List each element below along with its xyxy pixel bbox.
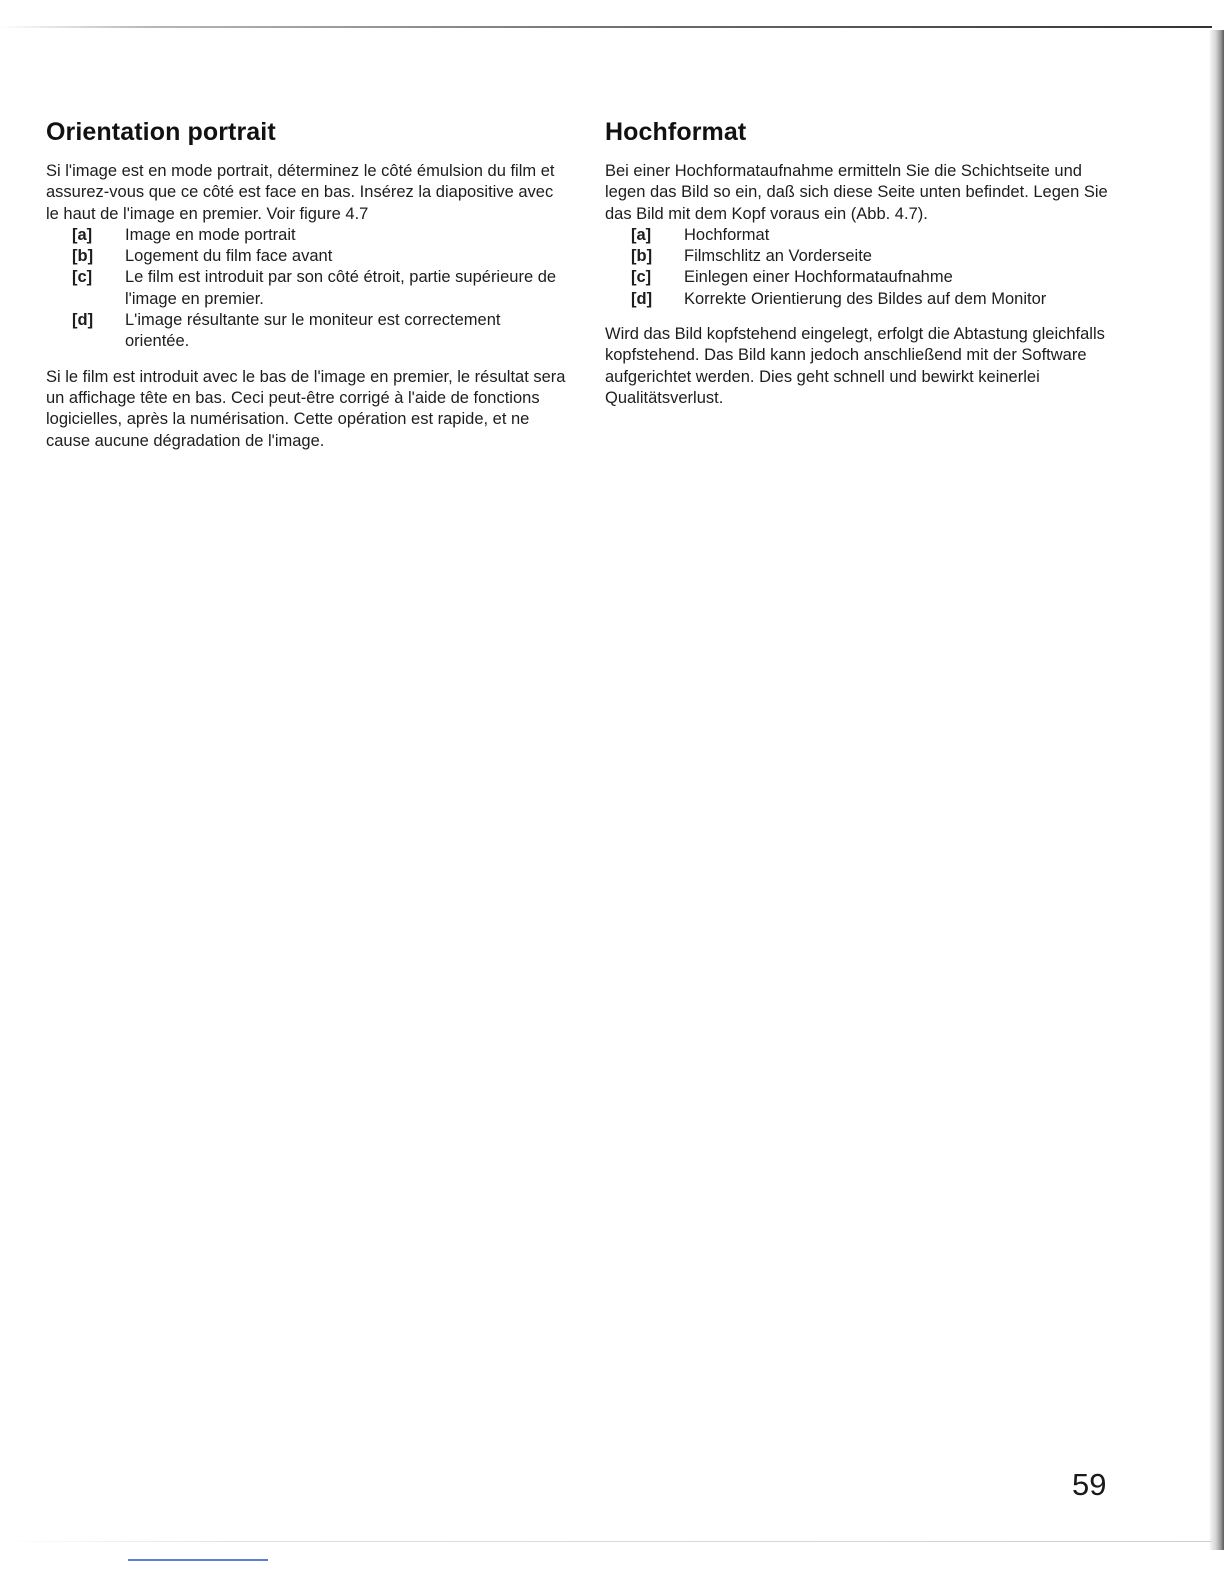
item-text: Logement du film face avant xyxy=(125,247,333,266)
item-tag: [a] xyxy=(72,225,93,244)
page-edge-shadow xyxy=(1210,30,1224,1550)
french-outro: Si le film est introduit avec le bas de l'image en premier, le résultat sera un affichage tête en bas. Ceci peut-être corrigé à l'aide de fonctions logicielles, après la numérisation. Cette opération est rapide, et ne cause aucune dégradation de l'image. xyxy=(46,367,566,450)
item-tag: [b] xyxy=(72,247,94,266)
page-number: 59 xyxy=(1072,1467,1107,1502)
item-tag: [b] xyxy=(631,247,653,266)
list-item xyxy=(605,246,1125,267)
french-intro: Si l'image est en mode portrait, déterminez le côté émulsion du film et assurez-vous que ce côté est face en bas. Insérez la diapositive avec le haut de l'image en premier. Voir figure 4.7 xyxy=(46,162,555,223)
item-tag: [c] xyxy=(631,268,652,287)
french-heading: Orientation portrait xyxy=(46,118,276,146)
item-tag: [d] xyxy=(72,311,94,330)
item-text: Hochformat xyxy=(684,225,770,244)
german-intro: Bei einer Hochformataufnahme ermitteln Sie die Schichtseite und legen das Bild so ein, daß sich diese Seite unten befindet. Legen Sie das Bild mit dem Kopf voraus ein (Abb. 4.7). xyxy=(605,162,1108,223)
list-item xyxy=(605,267,1125,288)
bottom-rule xyxy=(0,1541,1212,1542)
german-item-list xyxy=(605,225,1125,310)
item-text: L'image résultante sur le moniteur est correctement orientée. xyxy=(125,311,501,351)
item-tag: [c] xyxy=(72,268,93,287)
item-tag: [a] xyxy=(631,225,652,244)
french-column xyxy=(46,118,566,452)
bottom-accent-line xyxy=(128,1559,268,1561)
list-item xyxy=(46,310,566,353)
french-item-list xyxy=(46,225,566,353)
item-text: Einlegen einer Hochformataufnahme xyxy=(684,268,953,287)
list-item xyxy=(46,225,566,246)
item-text: Le film est introduit par son côté étroit, partie supérieure de l'image en premier. xyxy=(125,268,557,308)
item-tag: [d] xyxy=(631,289,653,308)
list-item xyxy=(605,225,1125,246)
list-item xyxy=(46,267,566,310)
top-rule xyxy=(0,26,1212,28)
german-column xyxy=(605,118,1125,409)
german-heading: Hochformat xyxy=(605,118,747,146)
list-item xyxy=(46,246,566,267)
item-text: Image en mode portrait xyxy=(125,225,296,244)
german-outro: Wird das Bild kopfstehend eingelegt, erfolgt die Abtastung gleichfalls kopfstehend. Das Bild kann jedoch anschließend mit der Software aufgerichtet werden. Dies geht schnell und bewirkt keinerlei Qualitätsverlust. xyxy=(605,325,1105,407)
item-text: Korrekte Orientierung des Bildes auf dem Monitor xyxy=(684,289,1047,308)
item-text: Filmschlitz an Vorderseite xyxy=(684,247,872,266)
list-item xyxy=(605,289,1125,310)
